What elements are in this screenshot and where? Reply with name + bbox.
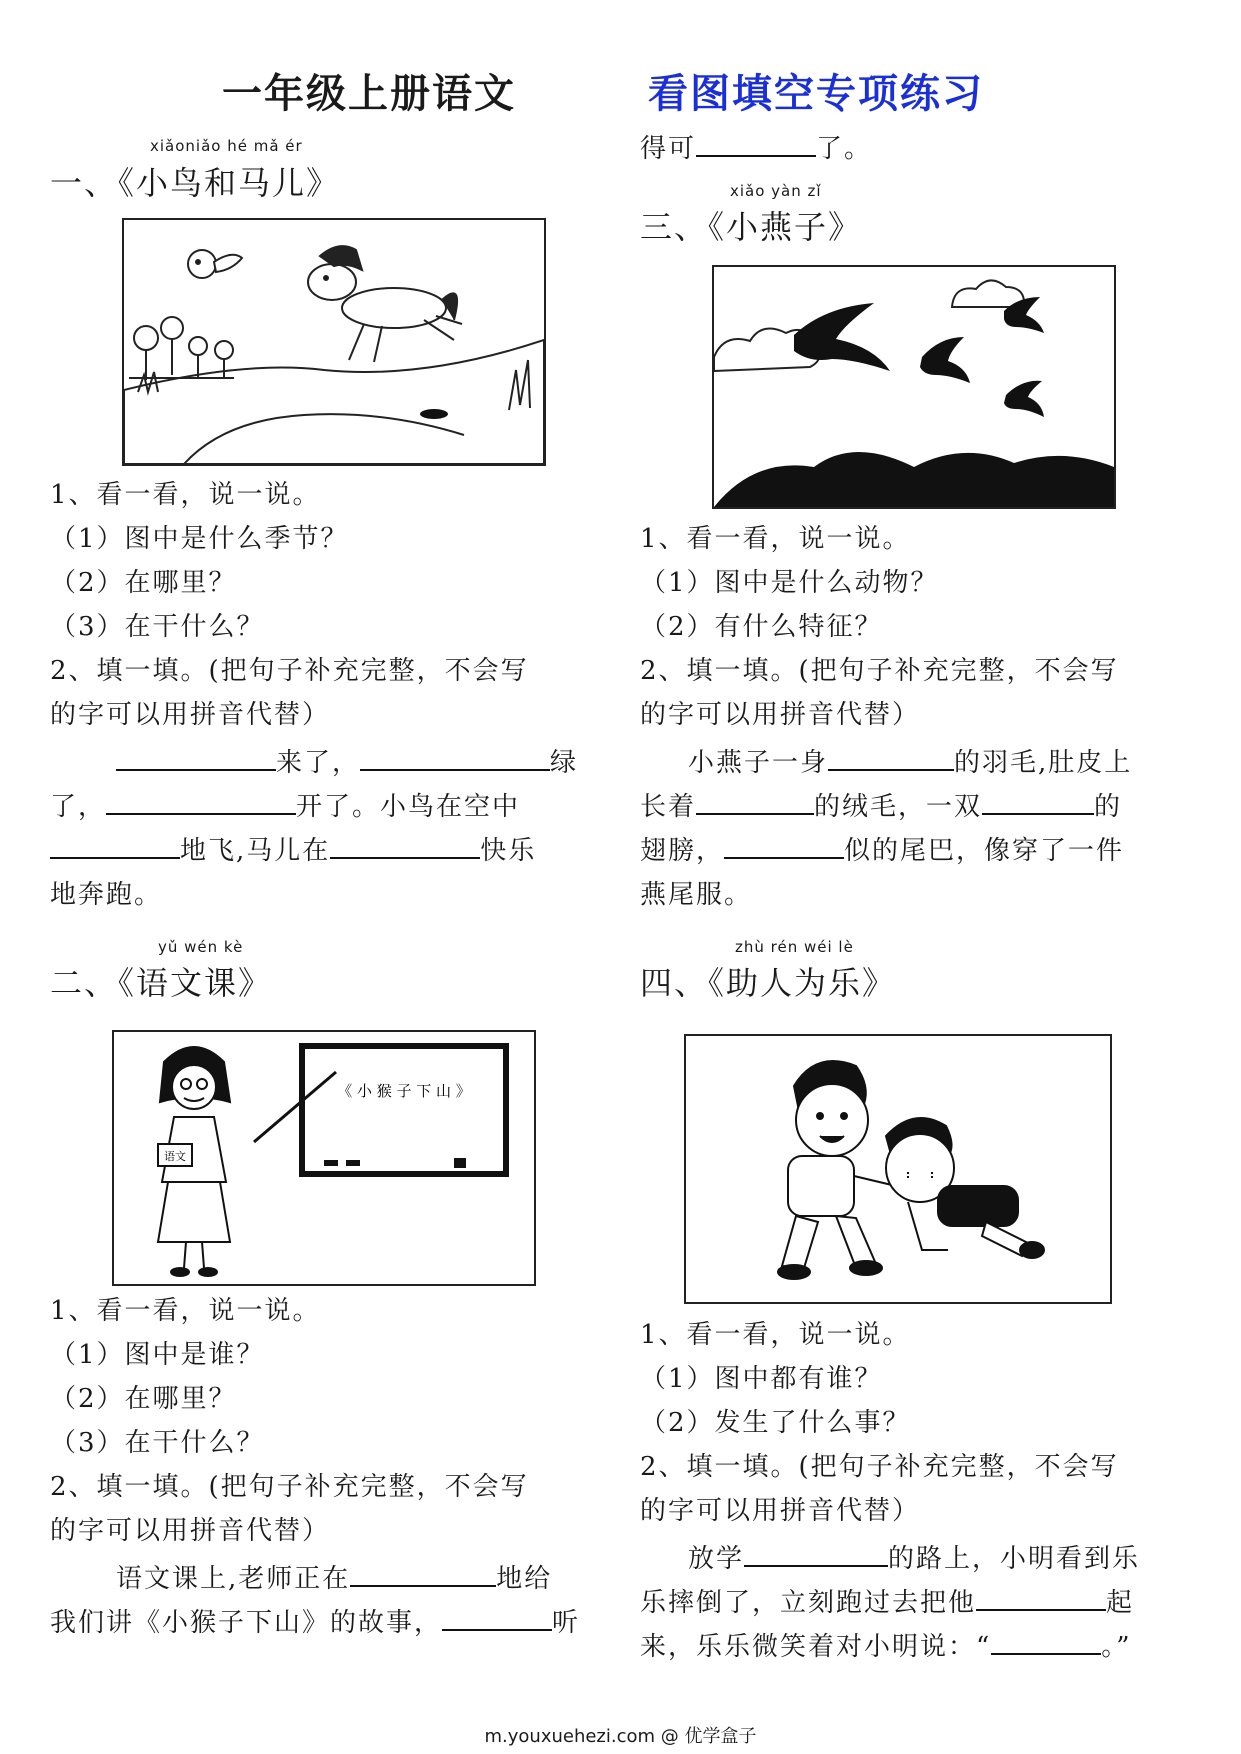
s2-sentence-line-2: 我们讲《小猴子下山》的故事， 听 [50,1602,580,1639]
blank-field[interactable] [330,831,480,859]
s3-fill-instruction-2: 的字可以用拼音代替） [640,700,921,730]
s4-sentence-line-2: 乐摔倒了，立刻跑过去把他 起 [640,1582,1134,1619]
s1-fill-instruction-2: 的字可以用拼音代替） [50,700,331,730]
blackboard-text: 《 小 猴 子 下 山 》 [337,1082,471,1100]
page-title-left: 一年级上册语文 [222,71,516,117]
horse-icon [308,246,462,362]
boy-fallen-icon [886,1118,1044,1258]
s1-question-3: （3）在干什么？ [50,612,265,642]
blackboard-icon [302,1046,506,1174]
s1-sentence-line-3: 地飞,马儿在 快乐 [50,830,536,867]
s3-look-say: 1、看一看，说一说。 [640,524,911,554]
s1-sentence-line-2: 了， 开了。小鸟在空中 [50,786,520,823]
s4-question-1: （1）图中都有谁？ [640,1364,883,1394]
blank-field[interactable] [991,1627,1101,1655]
blank-field[interactable] [350,1559,496,1587]
footer-source: m.youxuehezi.com @ 优学盒子 [484,1726,757,1747]
s4-fill-instruction-1: 2、填一填。(把句子补充完整，不会写 [640,1452,1119,1482]
hills-icon [714,452,1114,507]
s4-look-say: 1、看一看，说一说。 [640,1320,911,1350]
s4-question-2: （2）发生了什么事？ [640,1408,911,1438]
s4-title: 四、《助人为乐》 [640,964,897,1002]
s3-fill-instruction-1: 2、填一填。(把句子补充完整，不会写 [640,656,1119,686]
blank-field[interactable] [828,743,954,771]
s2-question-1: （1）图中是谁？ [50,1340,265,1370]
s1-fill-instruction-1: 2、填一填。(把句子补充完整，不会写 [50,656,529,686]
s1-question-1: （1）图中是什么季节？ [50,524,349,554]
s4-sentence-line-1: 放学 的路上，小明看到乐 [640,1538,1140,1575]
swallow-icon [794,297,1044,417]
s2-picture-teacher [112,1030,536,1286]
s1-sentence-line-4: 地奔跑。 [50,880,163,910]
blank-field[interactable] [696,787,814,815]
s3-title: 三、《小燕子》 [640,208,863,246]
s2-fill-instruction-2: 的字可以用拼音代替） [50,1516,331,1546]
s2-question-2: （2）在哪里？ [50,1384,237,1414]
s3-pinyin: xiǎo yàn zǐ [730,182,822,200]
s2-pinyin: yǔ wén kè [158,938,244,956]
blank-field[interactable] [696,129,816,157]
s1-title: 一、《小鸟和马儿》 [50,164,341,202]
blank-field[interactable] [976,1583,1106,1611]
s1-picture-bird-horse [122,218,546,466]
blank-field[interactable] [106,787,296,815]
s3-continuation: 得可 了。 [640,128,872,165]
s4-pinyin: zhù rén wéi lè [735,938,854,956]
s4-picture-helping [684,1034,1112,1304]
s2-fill-instruction-1: 2、填一填。(把句子补充完整，不会写 [50,1472,529,1502]
blank-field[interactable] [116,743,276,771]
s3-picture-swallows [712,265,1116,509]
s1-pinyin: xiǎoniǎo hé mǎ ér [150,137,303,155]
s3-sentence-line-1: 小燕子一身 的羽毛,肚皮上 [640,742,1132,779]
page-title-right: 看图填空专项练习 [648,71,984,117]
s2-look-say: 1、看一看，说一说。 [50,1296,321,1326]
s2-question-3: （3）在干什么？ [50,1428,265,1458]
s4-fill-instruction-2: 的字可以用拼音代替） [640,1496,921,1526]
blank-field[interactable] [744,1539,888,1567]
blank-field[interactable] [442,1603,552,1631]
s4-sentence-line-3: 来，乐乐微笑着对小明说：“ 。” [640,1626,1132,1663]
blank-field[interactable] [50,831,180,859]
s2-sentence-line-1: 语文课上,老师正在 地给 [50,1558,552,1595]
s3-sentence-line-3: 翅膀， 似的尾巴，像穿了一件 [640,830,1124,867]
s3-question-1: （1）图中是什么动物？ [640,568,939,598]
bird-icon [188,250,242,278]
s2-title: 二、《语文课》 [50,964,273,1002]
blank-field[interactable] [724,831,844,859]
blank-field[interactable] [982,787,1094,815]
boy-helping-icon [778,1061,896,1279]
s3-sentence-line-4: 燕尾服。 [640,880,753,910]
s1-look-say: 1、看一看，说一说。 [50,480,321,510]
s1-sentence-line-1: 来了， 绿 [50,742,578,779]
tree-icon [129,317,234,380]
s3-sentence-line-2: 长着 的绒毛，一双 的 [640,786,1122,823]
book-label: 语文 [164,1150,186,1163]
blank-field[interactable] [360,743,550,771]
s1-question-2: （2）在哪里？ [50,568,237,598]
s3-question-2: （2）有什么特征？ [640,612,883,642]
